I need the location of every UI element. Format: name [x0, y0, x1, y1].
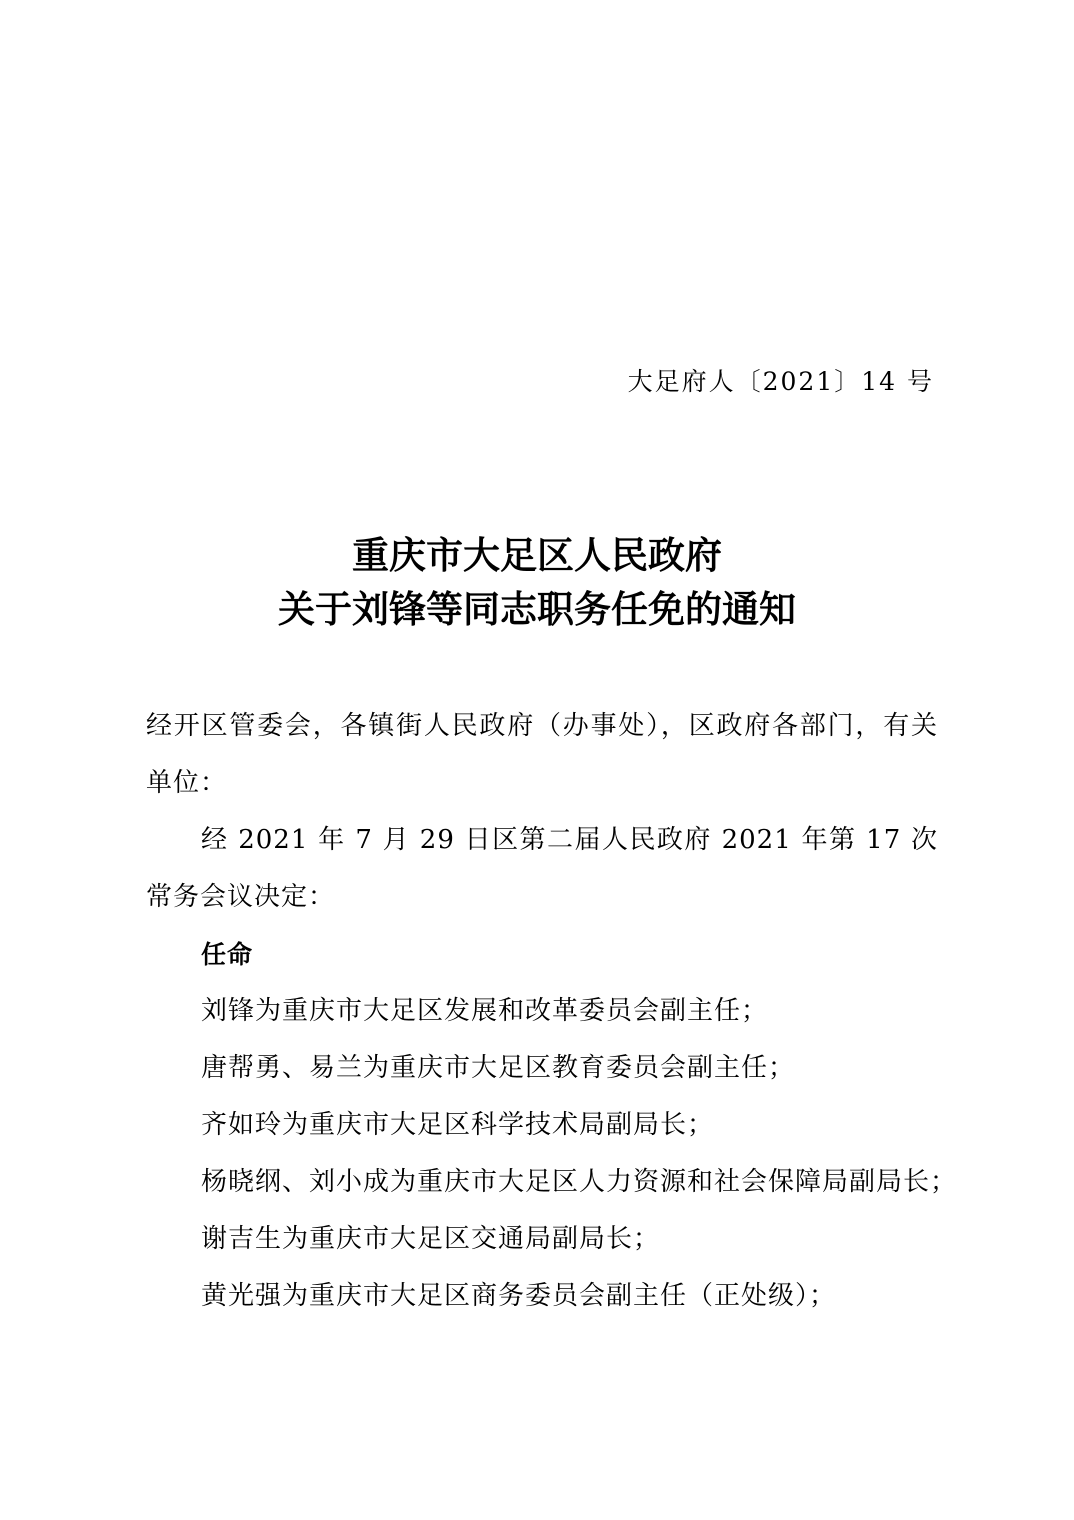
addressee: 经开区管委会，各镇街人民政府（办事处），区政府各部门，有关单位：	[146, 711, 938, 798]
appointment-item: 黄光强为重庆市大足区商务委员会副主任（正处级）；	[201, 1281, 837, 1311]
appoint-heading: 任命	[201, 940, 254, 969]
appointment-item: 齐如玲为重庆市大足区科学技术局副局长；	[201, 1110, 715, 1140]
intro-paragraph: 经 2021 年 7 月 29 日区第二届人民政府 2021 年第 17 次常务会议决定：	[146, 825, 938, 912]
appointment-item: 谢吉生为重庆市大足区交通局副局长；	[201, 1224, 661, 1254]
document-number: 大足府人〔2021〕14 号	[627, 367, 934, 396]
title-line-1: 重庆市大足区人民政府	[352, 533, 722, 577]
title-line-2: 关于刘锋等同志职务任免的通知	[278, 587, 796, 631]
document-body	[146, 698, 958, 1325]
appointment-item: 杨晓纲、刘小成为重庆市大足区人力资源和社会保障局副局长；	[201, 1167, 958, 1197]
appointment-item: 刘锋为重庆市大足区发展和改革委员会副主任；	[201, 996, 769, 1026]
document-title	[0, 528, 1074, 636]
appointment-item: 唐帮勇、易兰为重庆市大足区教育委员会副主任；	[201, 1053, 796, 1083]
